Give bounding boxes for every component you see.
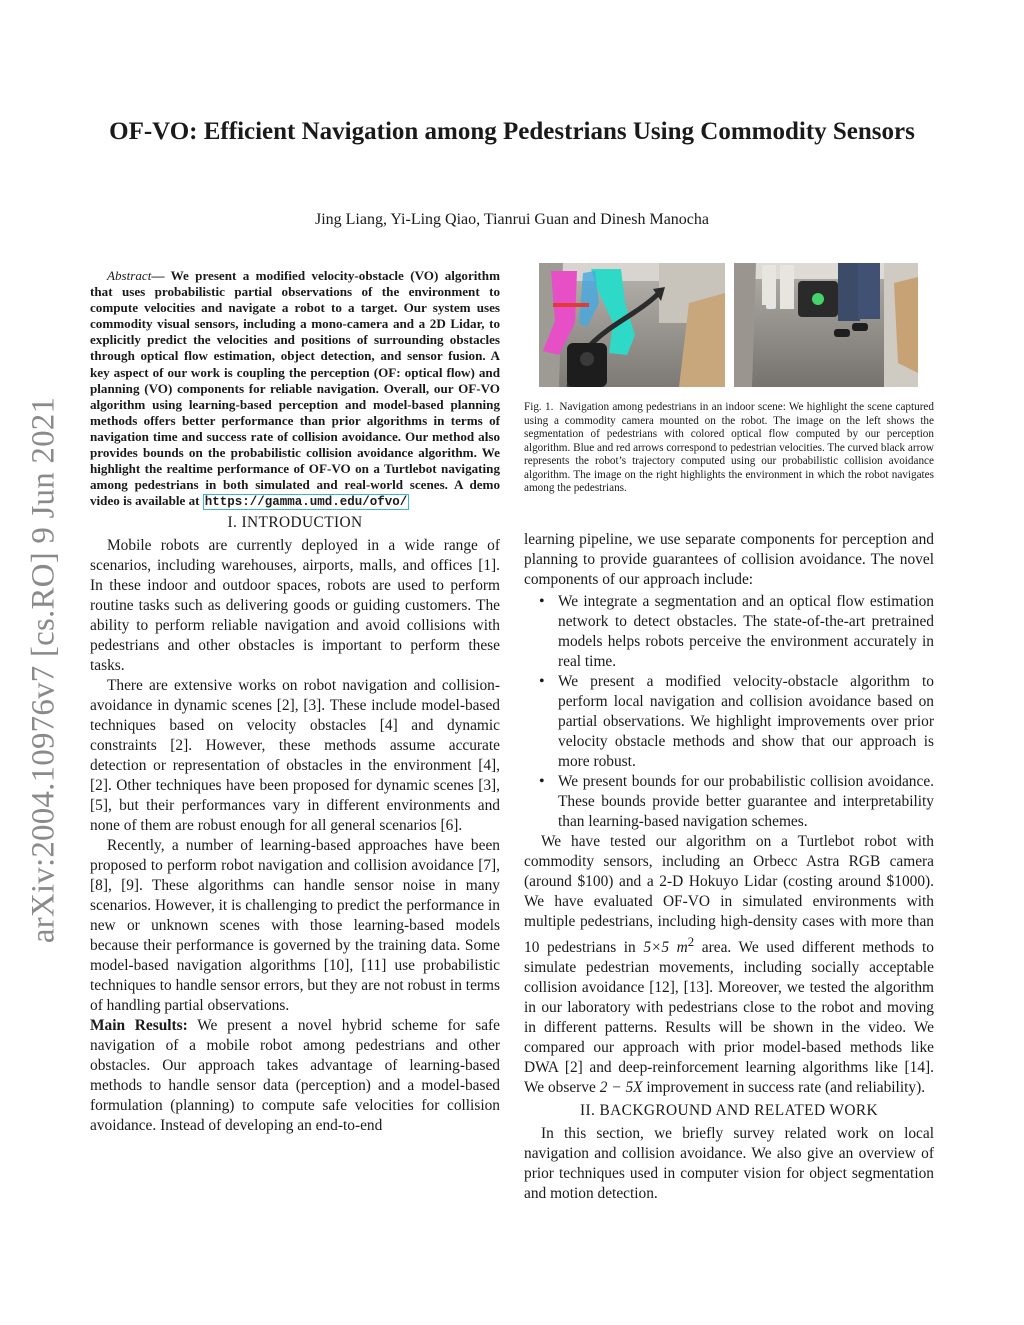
list-item: • We present a modified velocity-obstacle algorithm to perform local navigation and collision avoidance based on partial observations. We highlight improvements over prior velocity obstacle methods and show that our approach is more robust. <box>558 672 934 772</box>
improvement-math: 2 − 5X <box>599 1079 643 1097</box>
left-column <box>90 268 500 1136</box>
evaluation-text-3: area. We used different methods to simulate pedestrian movements, including socially acceptable collision avoidance [12], [13]. Moreover, we tested the algorithm in our laboratory with pedestrians close to the robot and moving in different patterns. Results will be shown in the video. We compared our approach with prior model-based methods like DWA [2] and deep-reinforcement learning algorithms like [14]. We observe <box>524 939 935 1097</box>
continuation-paragraph: learning pipeline, we use separate components for perception and planning to provide guarantees of collision avoidance. The novel components of our approach include: <box>524 531 934 588</box>
list-item: • We present bounds for our probabilistic collision avoidance. These bounds provide better guarantee and interpretability than learning-based navigation schemes. <box>558 772 934 832</box>
evaluation-text-2: pedestrians in <box>539 939 644 957</box>
figure-caption-text: Navigation among pedestrians in an indoor scene: We highlight the scene captured using a commodity camera mounted on the robot. The image on the left shows the segmentation of pedestrians with colored optical flow computed by our perception algorithm. Blue and red arrows correspond to pedestrian velocities. The curved black arrow represents the robot’s trajectory computed using our probabilistic collision avoidance algorithm. The image on the right highlights the environment in which the robot navigates among the pedestrians. <box>524 401 934 494</box>
segmentation-photo-graphic <box>539 263 725 387</box>
abstract-dash: — <box>151 268 171 283</box>
intro-paragraph-2: There are extensive works on robot navigation and collision-avoidance in dynamic scenes [2], [3]. These include model-based techniques based on velocity obstacles [4] and dynamic constraints [2]. However, these methods assume accurate detection or representation of obstacles in the environment [4], [2]. Other techniques have been proposed for dynamic scenes [3], [5], but their performances vary in different environments and none of them are robust enough for all general scenarios [6]. <box>90 677 500 835</box>
main-results-text: We present a novel hybrid scheme for safe navigation of a mobile robot among pedestrians and other obstacles. Our approach takes advantage of learning-based methods to handle sensor data (perception) and a model-based formulation (planning) to compute safe velocities for collision avoidance. Instead of developing an end-to-end <box>90 1017 500 1135</box>
figure-label: Fig. 1. <box>524 401 554 413</box>
environment-photo-graphic <box>734 263 918 387</box>
abstract-label: Abstract <box>107 268 152 283</box>
arxiv-identifier-text: arXiv:2004.10976v7 [cs.RO] 9 Jun 2021 <box>25 396 62 944</box>
evaluation-paragraph <box>524 832 934 1098</box>
intro-paragraph-3: Recently, a number of learning-based approaches have been proposed to perform robot navigation and collision avoidance [7], [8], [9]. These algorithms can handle sensor noise in many scenarios. However, it is challenging to predict the performance in new or unknown scenes with those learning-based models because their performance is governed by the training data. Some model-based navigation algorithms [10], [11] use probabilistic techniques to handle sensor errors, but they are not robust in terms of handling partial observations. <box>90 837 500 1015</box>
figure-1 <box>539 263 919 387</box>
area-exponent: 2 <box>687 935 695 949</box>
pedestrian-count: 10 <box>524 939 540 957</box>
list-item: • We integrate a segmentation and an optical flow estimation network to detect obstacles. The state-of-the-art pretrained models helps robots perceive the environment accurately in real time. <box>558 592 934 672</box>
demo-video-link[interactable]: https://gamma.umd.edu/ofvo/ <box>204 495 408 510</box>
environment-photo <box>734 263 918 387</box>
paper-authors: Jing Liang, Yi-Ling Qiao, Tianrui Guan and Dinesh Manocha <box>314 211 710 228</box>
figure-1-caption <box>524 401 934 496</box>
right-column <box>524 530 934 1204</box>
paper-title: OF-VO: Efficient Navigation among Pedestrians Using Commodity Sensors <box>109 118 915 145</box>
section-heading-background: II. BACKGROUND AND RELATED WORK <box>579 1102 879 1120</box>
abstract <box>90 268 500 510</box>
background-paragraph: In this section, we briefly survey related work on local navigation and collision avoidance. We also give an overview of prior techniques used in computer vision for object segmentation and motion detection. <box>524 1125 934 1203</box>
abstract-text: We present a modified velocity-obstacle (VO) algorithm that uses probabilistic partial observations of the environment to compute velocities and navigate a robot to a target. Our system uses commodity visual sensors, including a mono-camera and a 2D Lidar, to explicitly predict the velocities and positions of surrounding obstacles through optical flow estimation, object detection, and sensor fusion. A key aspect of our work is coupling the perception (OF: optical flow) and planning (VO) components for reliable navigation. Overall, our OF-VO algorithm using learning-based perception and model-based planning methods offers better performance than prior algorithms in terms of navigation time and success rate of collision avoidance. Our method also provides bounds on the probabilistic collision avoidance algorithm. We highlight the realtime performance of OF-VO on a Turtlebot navigating among pedestrians in both simulated and real-world scenes. A demo video is available at <box>90 268 500 509</box>
main-results-paragraph <box>90 1016 500 1136</box>
evaluation-text-4: improvement in success rate (and reliability). <box>642 1079 926 1097</box>
segmentation-photo <box>539 263 725 387</box>
section-heading-introduction: I. INTRODUCTION <box>227 514 363 532</box>
arxiv-identifier <box>14 370 74 970</box>
main-results-label: Main Results: <box>90 1017 188 1035</box>
area-math: 5×5 m <box>643 939 688 957</box>
evaluation-text-1: We have tested our algorithm on a Turtlebot robot with commodity sensors, including an Orbecc Astra RGB camera (around $100) and a 2-D Hokuyo Lidar (costing around $1000). We have evaluated OF-VO in simulated environments with multiple pedestrians, including high-density cases with more than <box>524 833 934 930</box>
contributions-list <box>524 592 934 832</box>
intro-paragraph-1: Mobile robots are currently deployed in a wide range of scenarios, including warehouses, airports, malls, and offices [1]. In these indoor and outdoor spaces, robots are used to perform routine tasks such as delivering goods or guiding customers. The ability to perform reliable navigation and avoid collisions with pedestrians and other obstacles is important to perform these tasks. <box>90 537 500 675</box>
